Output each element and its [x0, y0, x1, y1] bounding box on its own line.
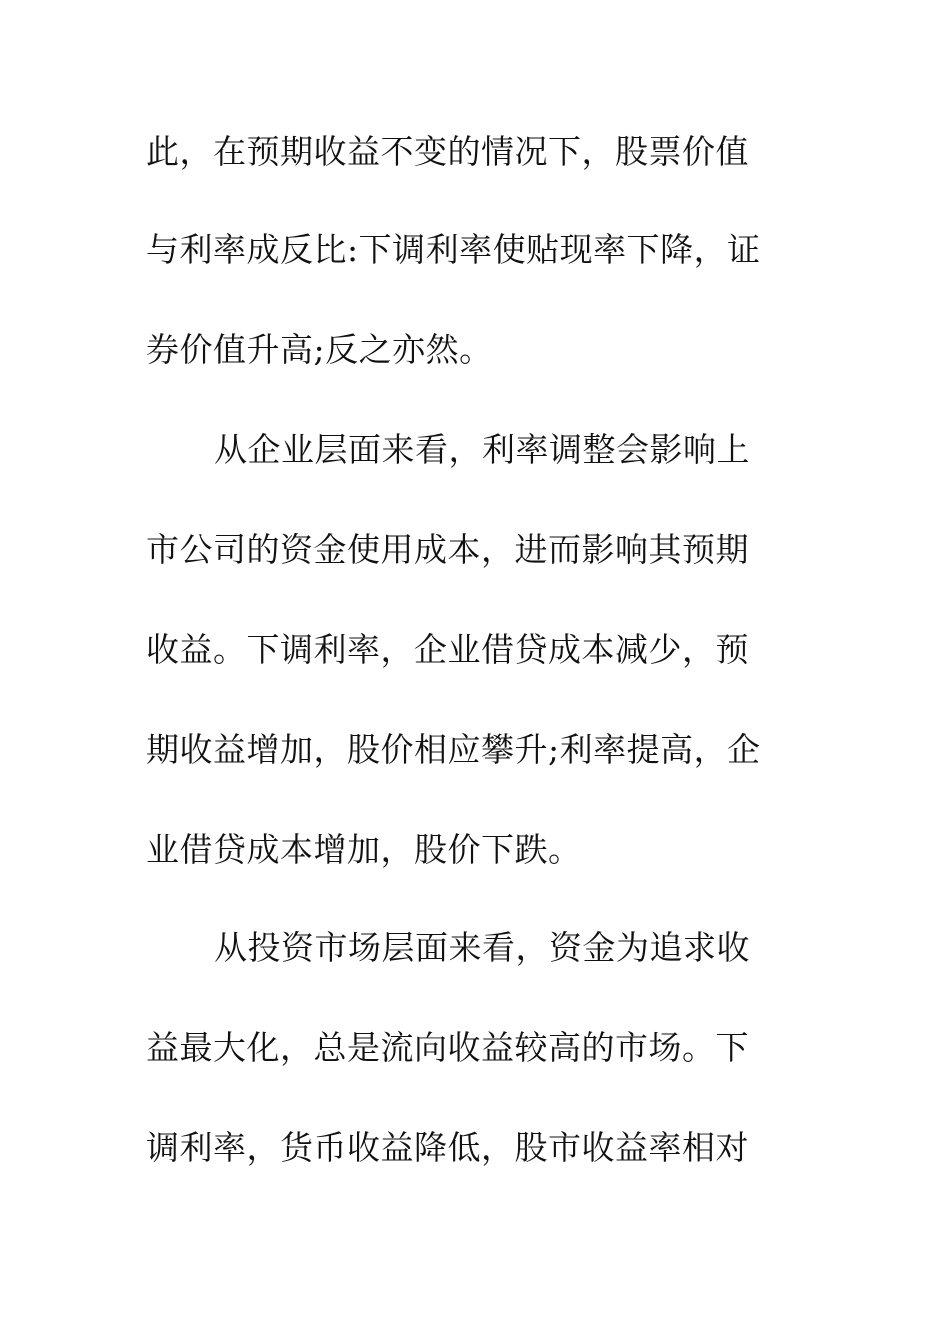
- paragraph-3-line-3: 调利率，货币收益降低，股市收益率相对: [146, 1128, 749, 1167]
- paragraph-2-line-1: 从企业层面来看，利率调整会影响上: [214, 430, 750, 469]
- paragraph-2-line-5: 业借贷成本增加，股价下跌。: [146, 830, 582, 869]
- paragraph-3-line-2: 益最大化，总是流向收益较高的市场。下: [146, 1028, 749, 1067]
- paragraph-3-line-1: 从投资市场层面来看，资金为追求收: [214, 928, 750, 967]
- paragraph-1-line-3: 券价值升高;反之亦然。: [146, 330, 493, 369]
- paragraph-1-line-1: 此，在预期收益不变的情况下，股票价值: [146, 132, 749, 171]
- paragraph-2-line-4: 期收益增加，股价相应攀升;利率提高，企: [146, 730, 761, 769]
- paragraph-2-line-2: 市公司的资金使用成本，进而影响其预期: [146, 530, 749, 569]
- paragraph-2-line-3: 收益。下调利率，企业借贷成本减少，预: [146, 630, 749, 669]
- paragraph-1-line-2: 与利率成反比:下调利率使贴现率下降，证: [146, 230, 761, 269]
